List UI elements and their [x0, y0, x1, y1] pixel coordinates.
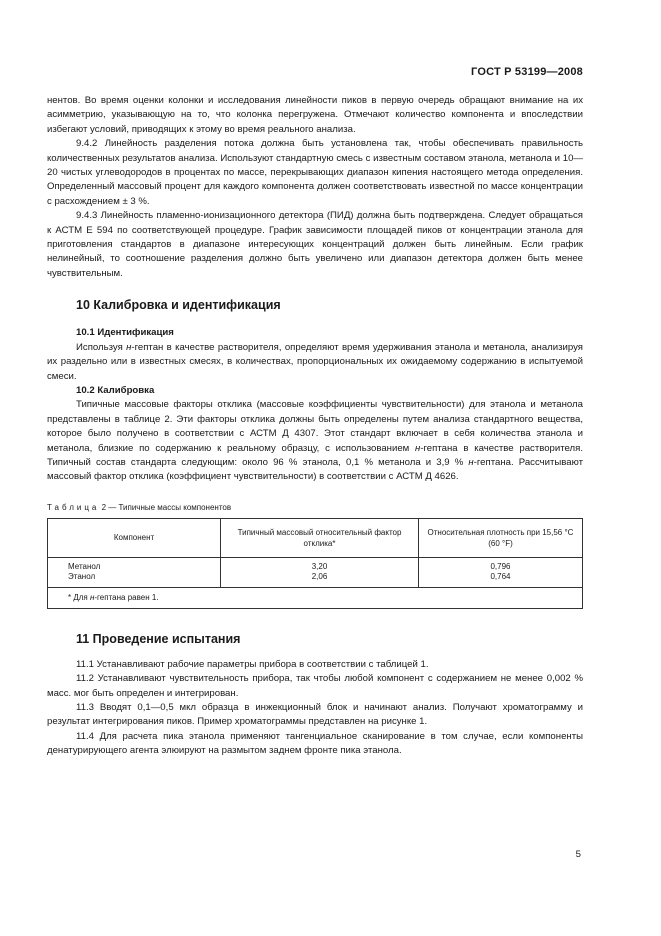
cell-density-value: 0,764: [490, 572, 511, 582]
paragraph-11-4: 11.4 Для расчета пика этанола применяют тангенциальное сканирование в том случае, если компоненты денатурирующего агента элюируют на размытом заднем фронте пика этанола.: [47, 730, 583, 757]
paragraph-9-4-3: 9.4.3 Линейность пламенно-ионизационного детектора (ПИД) должна быть подтверждена. Следует обращаться к АСТМ Е 594 по соответствующей процедуре. График зависимости площадей пиков от концентрации этанола для приготовления стандартов в диапазоне интересующих концентраций должен быть линейным. Если график нелинейный, то соотношение разделения должно быть увеличено или диапазон детектора должен быть менее чувствительным.: [47, 210, 583, 279]
paragraph-9-4-2: 9.4.2 Линейность разделения потока должна быть установлена так, чтобы обеспечивать правильность количественных результатов анализа. Используют стандартную смесь с известным составом этанола, метанола и 10—20 чистых углеводородов в процентах по массе, перекрывающих диапазон кипения настоящего метода определения. Определенный массовый процент для каждого компонента должен соответствовать известной по массе концентрации с расхождением ± 3 %.: [47, 138, 583, 207]
section-10-title: 10 Калибровка и идентификация: [76, 298, 281, 313]
section-11-title: 11 Проведение испытания: [76, 631, 241, 646]
paragraph-10-2: Типичные массовые факторы отклика (массовые коэффициенты чувствительности) для этанола и метанола представлены в таблице 2. Эти факторы отклика должны быть определены путем анализа стандартного вещества, которое было получено в соответствии с АСТМ Д 4307. Этот стандарт включает в себя количества этанола и метанола, близкие по содержанию к реальному образцу, с использованием н-гептана в качестве растворителя. Типичный состав стандарта следующим: около 96 % этанола, 0,1 % метанола и 3,9 % н-гептана. Рассчитывают массовый фактор отклика (коэффициент чувствительности) в соответствии с АСТМ Д 4626.: [47, 399, 584, 483]
table-footnote: * Для н-гептана равен 1.: [48, 587, 583, 608]
table-2-caption: Таблица 2 — Типичные массы компонентов: [47, 502, 232, 512]
cell-components: [48, 557, 221, 587]
column-header-component: Компонент: [48, 518, 221, 557]
cell-component-name: Этанол: [68, 572, 96, 582]
table-header-row: [48, 518, 583, 557]
cell-factor-value: 3,20: [311, 561, 328, 571]
paragraph-11-1: 11.1 Устанавливают рабочие параметры прибора в соответствии с таблицей 1.: [76, 658, 429, 670]
column-header-response-factor: Типичный массовый относительный фактор отклика*: [221, 518, 419, 557]
page-content: [47, 94, 583, 759]
column-header-density: Относительная плотность при 15,56 °С (60 °F): [419, 518, 583, 557]
paragraph-11-3: 11.3 Вводят 0,1—0,5 мкл образца в инжекционный блок и начинают анализ. Получают хроматограмму и результат интегрирования пиков. Пример хроматограммы представлен на рисунке 1.: [47, 701, 583, 728]
cell-factors: [221, 557, 419, 587]
cell-density-value: 0,796: [490, 561, 511, 571]
paragraph-11-2: 11.2 Устанавливают чувствительность прибора, так чтобы любой компонент с содержанием не менее 0,002 % масс. мог быть определен и интегрирован.: [47, 673, 583, 699]
subsection-10-2-heading: 10.2 Калибровка: [76, 384, 155, 396]
subsection-10-1-heading: 10.1 Идентификация: [76, 327, 174, 339]
table-footnote-row: [48, 587, 583, 608]
table-body-row: [48, 557, 583, 587]
paragraph-intro: нентов. Во время оценки колонки и исследования линейности пиков в первую очередь обращают внимание на их асимметрию, указывающую на то, что колонка перегружена. Отмечают количество компонента и впоследствии избегают условий, приводящих к этому во время реального анализа.: [47, 95, 583, 135]
table-2: [47, 518, 583, 609]
paragraph-10-1: Используя н-гептан в качестве растворителя, определяют время удерживания этанола и метанола, анализируя их раздельно или в известных смесях, в количествах, пропорциональных их ожидаемому содержанию в испытуемой смеси.: [47, 341, 583, 382]
standard-code: ГОСТ Р 53199—2008: [471, 66, 583, 78]
cell-densities: [419, 557, 583, 587]
page-number: 5: [575, 849, 581, 860]
cell-component-name: Метанол: [68, 561, 101, 571]
cell-factor-value: 2,06: [311, 572, 328, 582]
